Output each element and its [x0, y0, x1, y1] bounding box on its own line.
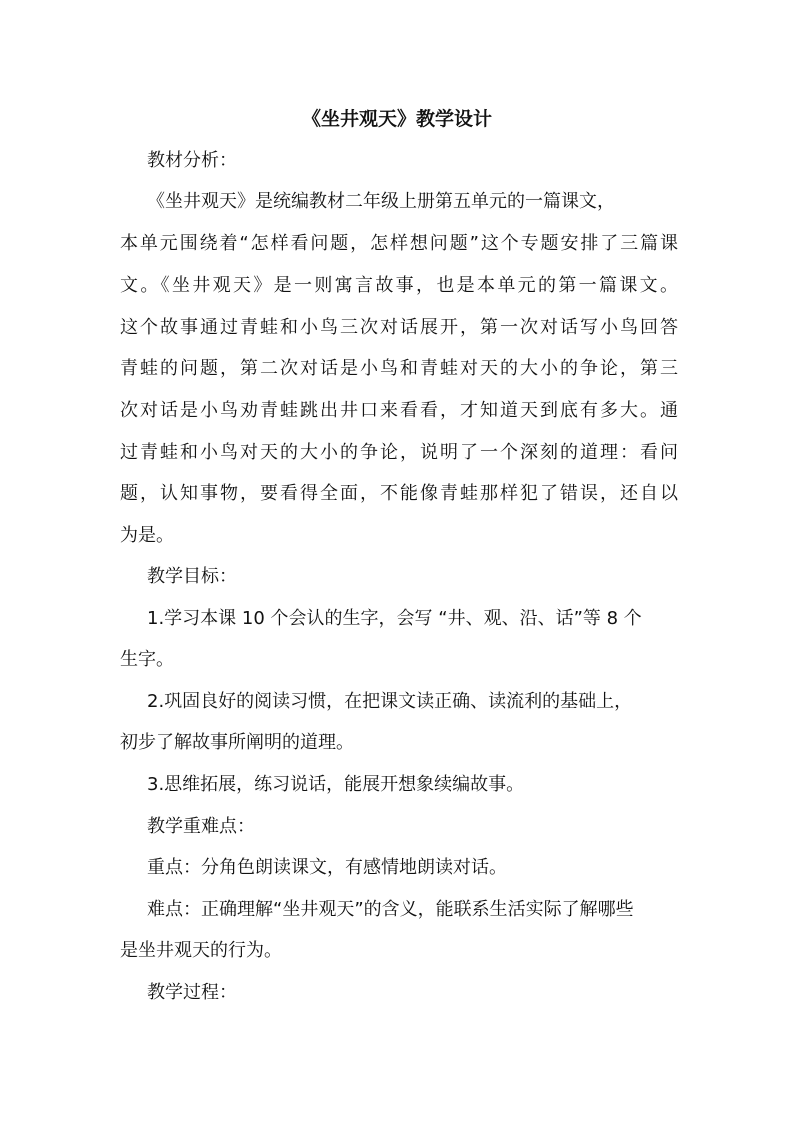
- keypoint: 重点：分角色朗读课文，有感情地朗读对话。: [147, 857, 507, 878]
- analysis-line: 为是。: [120, 525, 174, 546]
- analysis-line: 题，认知事物，要看得全面，不能像青蛙那样犯了错误，还自以: [120, 483, 678, 504]
- goals-heading: 教学目标：: [147, 566, 237, 587]
- goal-3: 3.思维拓展，练习说话，能展开想象续编故事。: [147, 774, 525, 795]
- analysis-heading: 教材分析：: [147, 150, 237, 171]
- document-title: 《坐井观天》教学设计: [301, 108, 492, 130]
- analysis-line: 这个故事通过青蛙和小鸟三次对话展开，第一次对话写小鸟回答: [120, 317, 678, 338]
- analysis-line: 次对话是小鸟劝青蛙跳出井口来看看，才知道天到底有多大。通: [120, 400, 678, 421]
- analysis-line: 本单元围绕着“怎样看问题，怎样想问题”这个专题安排了三篇课: [120, 233, 678, 254]
- analysis-line: 文。《坐井观天》是一则寓言故事，也是本单元的第一篇课文。: [120, 275, 678, 296]
- analysis-line: 《坐井观天》是统编教材二年级上册第五单元的一篇课文，: [147, 191, 615, 212]
- difficulty-line: 难点：正确理解“坐井观天”的含义，能联系生活实际了解哪些: [147, 899, 634, 920]
- analysis-line: 过青蛙和小鸟对天的大小的争论，说明了一个深刻的道理：看问: [120, 442, 678, 463]
- process-heading: 教学过程：: [147, 982, 237, 1003]
- difficulty-line: 是坐井观天的行为。: [120, 940, 282, 961]
- goal-1-line: 1.学习本课 10 个会认的生字，会写 “井、观、沿、话”等 8 个: [147, 608, 642, 629]
- goal-2-line: 初步了解故事所阐明的道理。: [120, 732, 354, 753]
- goal-1-line: 生字。: [120, 649, 174, 670]
- analysis-line: 青蛙的问题，第二次对话是小鸟和青蛙对天的大小的争论，第三: [120, 358, 678, 379]
- goal-2-line: 2.巩固良好的阅读习惯，在把课文读正确、读流利的基础上，: [147, 691, 633, 712]
- keypoints-heading: 教学重难点：: [147, 816, 255, 837]
